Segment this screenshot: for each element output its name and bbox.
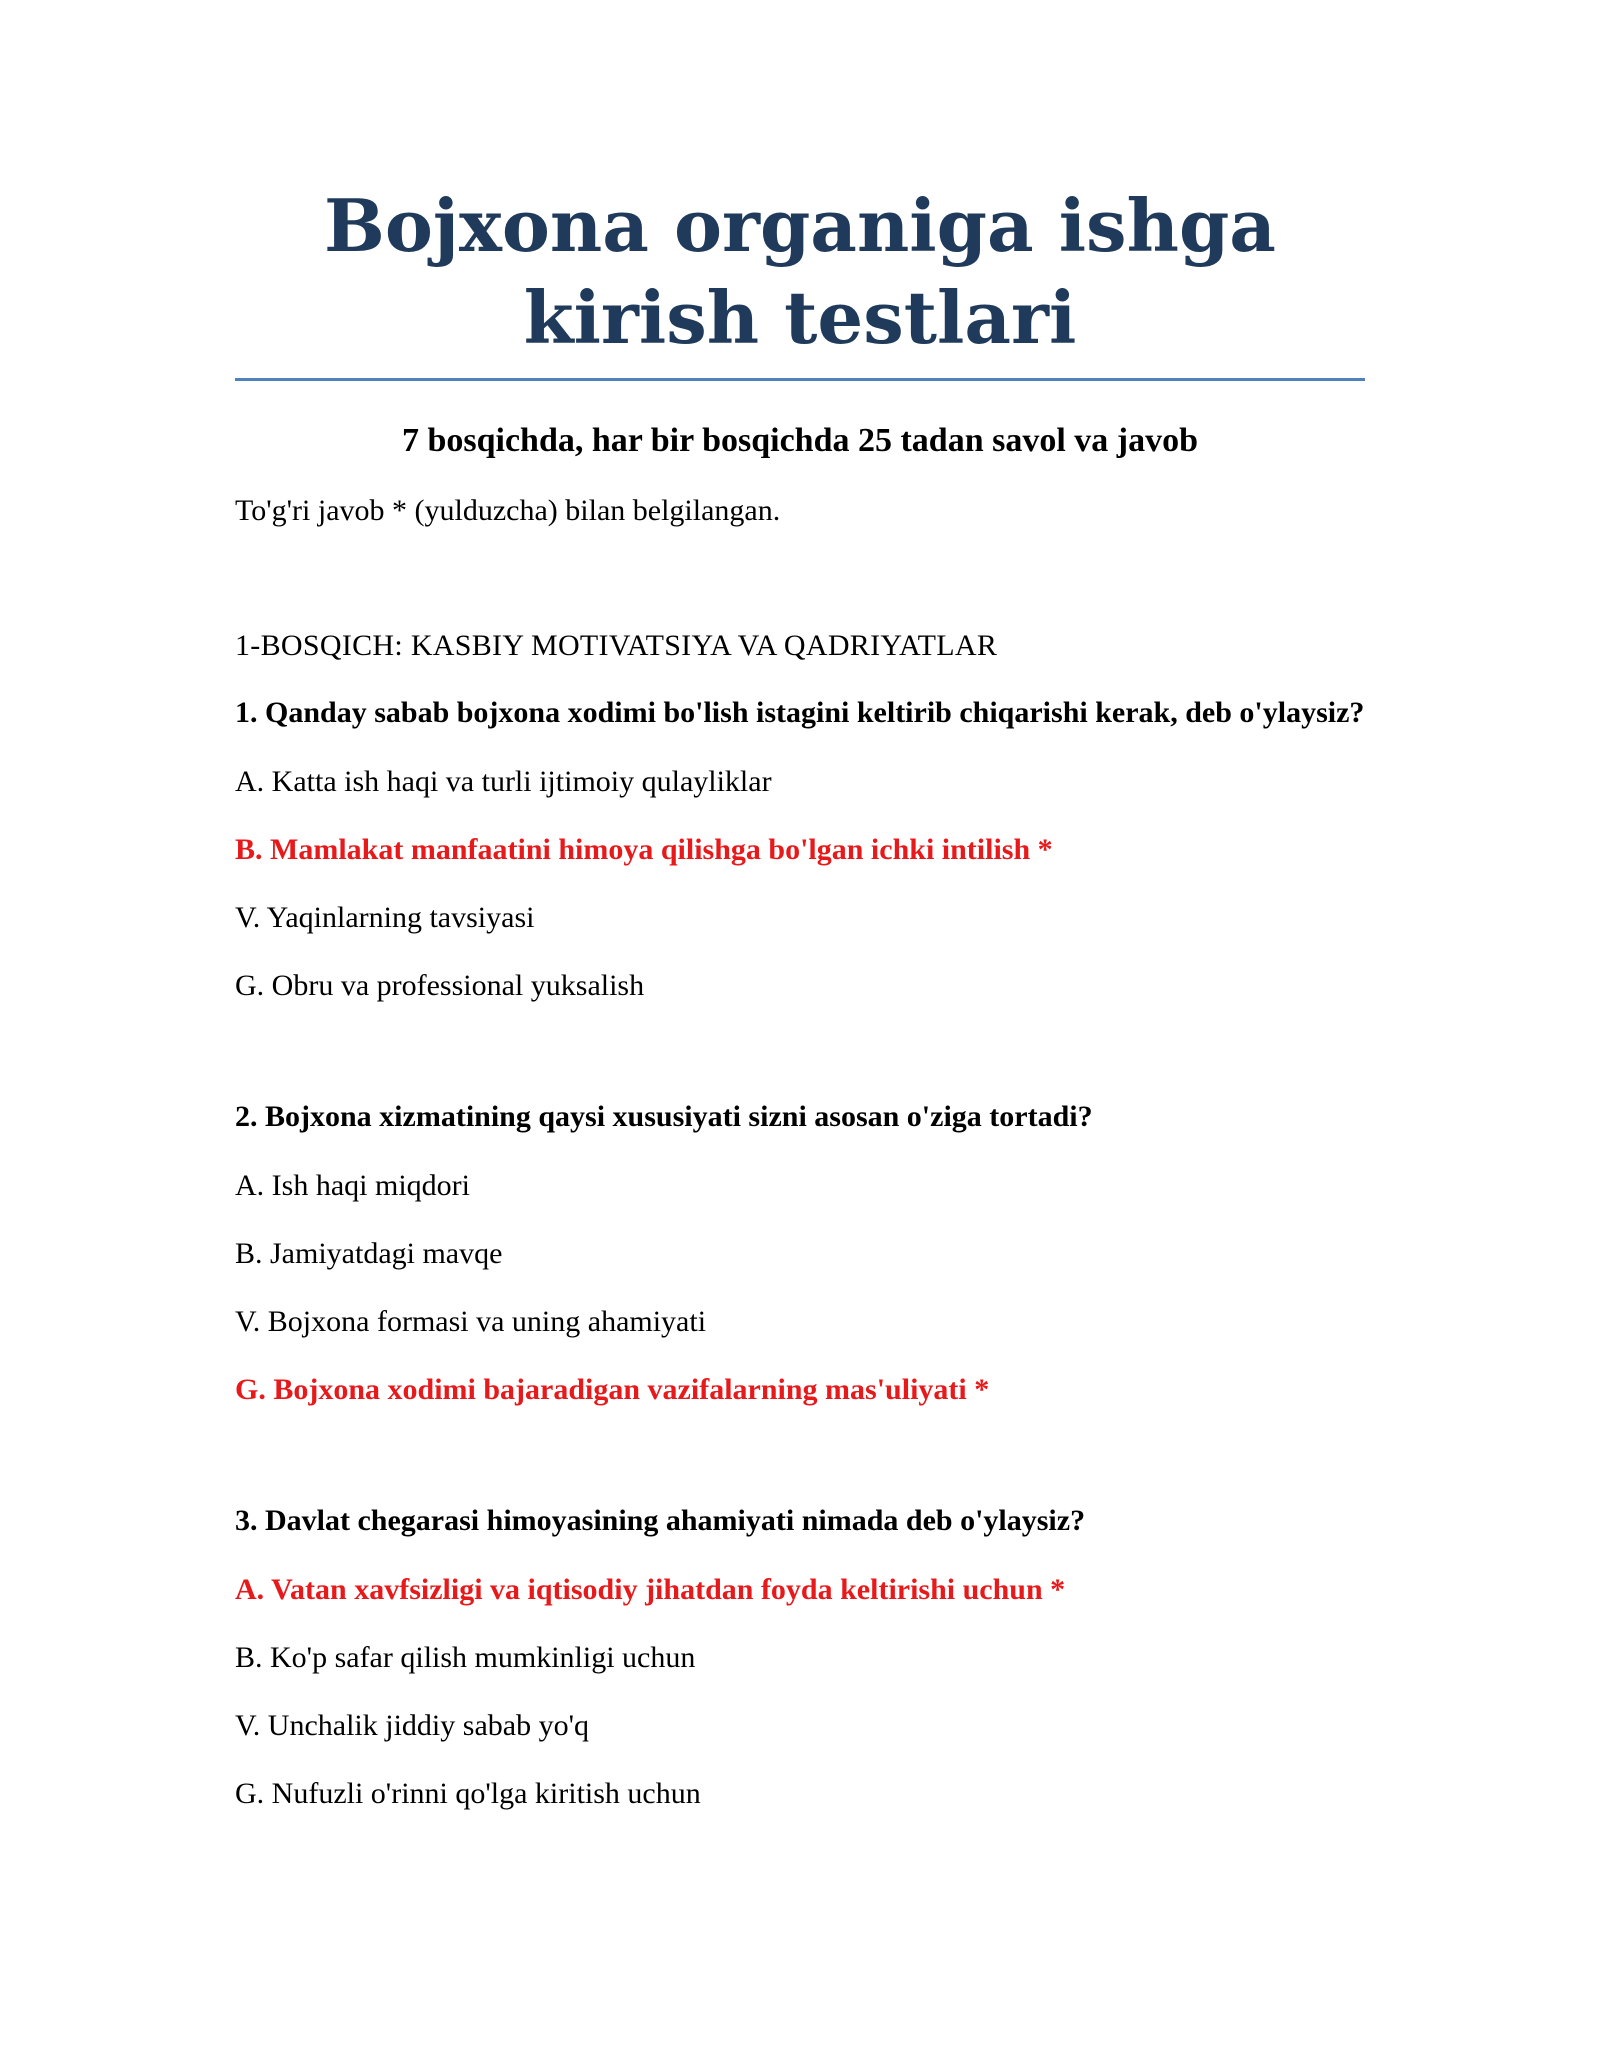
question-block-3 [235, 1500, 1365, 1814]
answer-option: B. Ko'p safar qilish mumkinligi uchun [235, 1641, 696, 1674]
answer-option: V. Yaqinlarning tavsiyasi [235, 901, 535, 934]
answer-option: B. Jamiyatdagi mavqe [235, 1237, 503, 1270]
stage-heading: 1-BOSQICH: KASBIY MOTIVATSIYA VA QADRIYATLAR [235, 629, 998, 662]
correct-answer-option: A. Vatan xavfsizligi va iqtisodiy jihatdan foyda keltirishi uchun * [235, 1573, 1066, 1606]
question-block-2 [235, 1096, 1365, 1410]
answer-key-note: To'g'ri javob * (yulduzcha) bilan belgilangan. [235, 494, 781, 527]
question-text: 1. Qanday sabab bojxona xodimi bo'lish istagini keltirib chiqarishi kerak, deb o'ylaysiz? [235, 696, 1365, 729]
answer-option: V. Unchalik jiddiy sabab yo'q [235, 1709, 589, 1742]
answer-option: G. Nufuzli o'rinni qo'lga kiritish uchun [235, 1777, 701, 1810]
answer-option: G. Obru va professional yuksalish [235, 969, 645, 1002]
correct-answer-option: B. Mamlakat manfaatini himoya qilishga bo'lgan ichki intilish * [235, 833, 1053, 866]
correct-answer-option: G. Bojxona xodimi bajaradigan vazifalarning mas'uliyati * [235, 1373, 990, 1406]
document-subtitle: 7 bosqichda, har bir bosqichda 25 tadan savol va javob [401, 422, 1199, 459]
answer-option: A. Katta ish haqi va turli ijtimoiy qulayliklar [235, 765, 772, 798]
answer-option: V. Bojxona formasi va uning ahamiyati [235, 1305, 707, 1338]
document-page [235, 180, 1365, 1814]
question-text: 2. Bojxona xizmatining qaysi xususiyati sizni asosan o'ziga tortadi? [235, 1100, 1093, 1133]
question-text: 3. Davlat chegarasi himoyasining ahamiyati nimada deb o'ylaysiz? [235, 1504, 1086, 1537]
answer-option: A. Ish haqi miqdori [235, 1169, 470, 1202]
question-block-1 [235, 692, 1365, 1006]
document-title: Bojxona organiga ishga kirish testlari [235, 180, 1365, 381]
